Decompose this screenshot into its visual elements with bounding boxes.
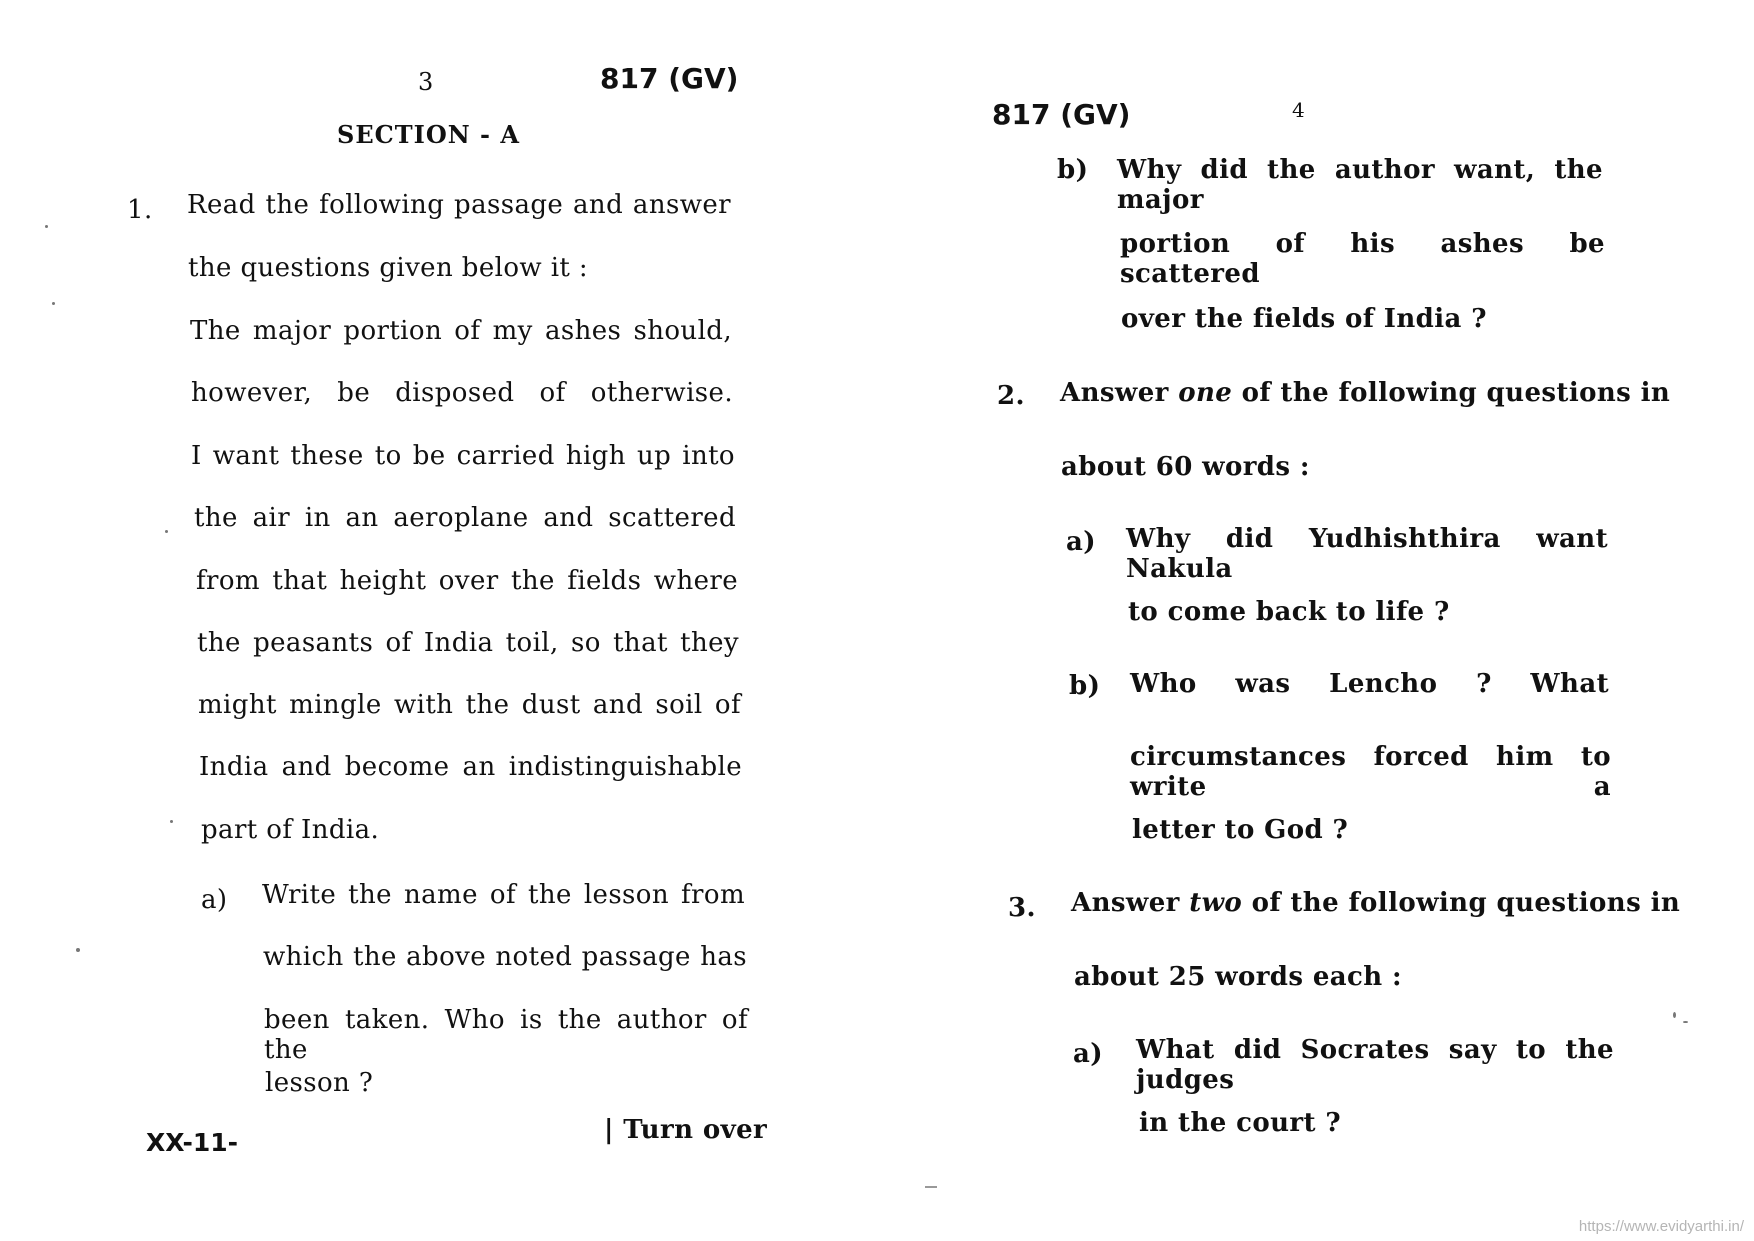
passage-line: the air in an aeroplane and scattered: [194, 503, 736, 533]
sub-question-line: over the fields of India ?: [1121, 304, 1487, 334]
sub-question-label: b): [1069, 671, 1101, 701]
sub-question-line: in the court ?: [1139, 1108, 1342, 1138]
sub-question-line: which the above noted passage has: [263, 942, 747, 972]
question-3-instruction-line: about 25 words each :: [1074, 962, 1403, 992]
passage-line: however, be disposed of otherwise.: [191, 378, 733, 408]
footer-code: XX-11-: [146, 1128, 239, 1157]
question-3-instruction-line: Answer two of the following questions in: [1071, 888, 1681, 918]
sub-question-line: What did Socrates say to the judges: [1136, 1035, 1614, 1095]
center-fold-mark: [925, 1186, 937, 1188]
page-number: 3: [418, 68, 434, 96]
page-number: 4: [1292, 98, 1305, 122]
scan-speck: [52, 302, 55, 305]
question-3-number: 3.: [1008, 893, 1036, 923]
question-2-instruction-line: Answer one of the following questions in: [1060, 378, 1671, 408]
sub-question-line: Why did the author want, the major: [1117, 155, 1603, 215]
passage-line: the peasants of India toil, so that they: [197, 628, 739, 658]
passage-line: I want these to be carried high up into: [191, 441, 735, 471]
scan-speck: [1683, 1021, 1688, 1023]
paper-code: 817 (GV): [992, 98, 1131, 131]
passage-line: might mingle with the dust and soil of: [198, 690, 741, 720]
question-1-number: 1.: [127, 195, 153, 225]
sub-question-line: letter to God ?: [1132, 815, 1349, 845]
passage-line: part of India.: [201, 815, 380, 845]
question-1-instruction-line: Read the following passage and answer: [187, 190, 731, 220]
scan-speck: [165, 530, 168, 533]
sub-question-line: Write the name of the lesson from: [262, 880, 745, 910]
sub-question-line: lesson ?: [265, 1068, 374, 1098]
sub-question-line: Who was Lencho ? What: [1130, 669, 1609, 699]
question-1-instruction-line: the questions given below it :: [188, 253, 589, 283]
paper-code: 817 (GV): [600, 62, 739, 95]
sub-question-line: Why did Yudhishthira want Nakula: [1126, 524, 1608, 584]
passage-line: The major portion of my ashes should,: [190, 316, 732, 346]
sub-question-label: a): [1066, 527, 1096, 557]
right-page: [877, 0, 1754, 1241]
watermark[interactable]: https://www.evidyarthi.in/: [1578, 1218, 1744, 1235]
turn-over-note: | Turn over: [604, 1115, 768, 1145]
scan-speck: [45, 225, 48, 228]
sub-question-label: b): [1057, 155, 1089, 185]
sub-question-line: portion of his ashes be scattered: [1120, 229, 1605, 289]
scan-speck: [170, 820, 173, 823]
section-title: SECTION - A: [337, 120, 520, 149]
scan-speck: [1673, 1012, 1676, 1018]
passage-line: India and become an indistinguishable: [199, 752, 742, 782]
sub-question-line: been taken. Who is the author of the: [264, 1005, 748, 1065]
question-2-instruction-line: about 60 words :: [1061, 452, 1310, 482]
sub-question-label: a): [201, 885, 228, 915]
sub-question-line: to come back to life ?: [1128, 597, 1450, 627]
sub-question-label: a): [1073, 1039, 1103, 1069]
sub-question-line: circumstances forced him to write a: [1130, 742, 1611, 802]
question-2-number: 2.: [997, 381, 1025, 411]
passage-line: from that height over the fields where: [196, 566, 738, 596]
scan-speck: [76, 948, 80, 952]
